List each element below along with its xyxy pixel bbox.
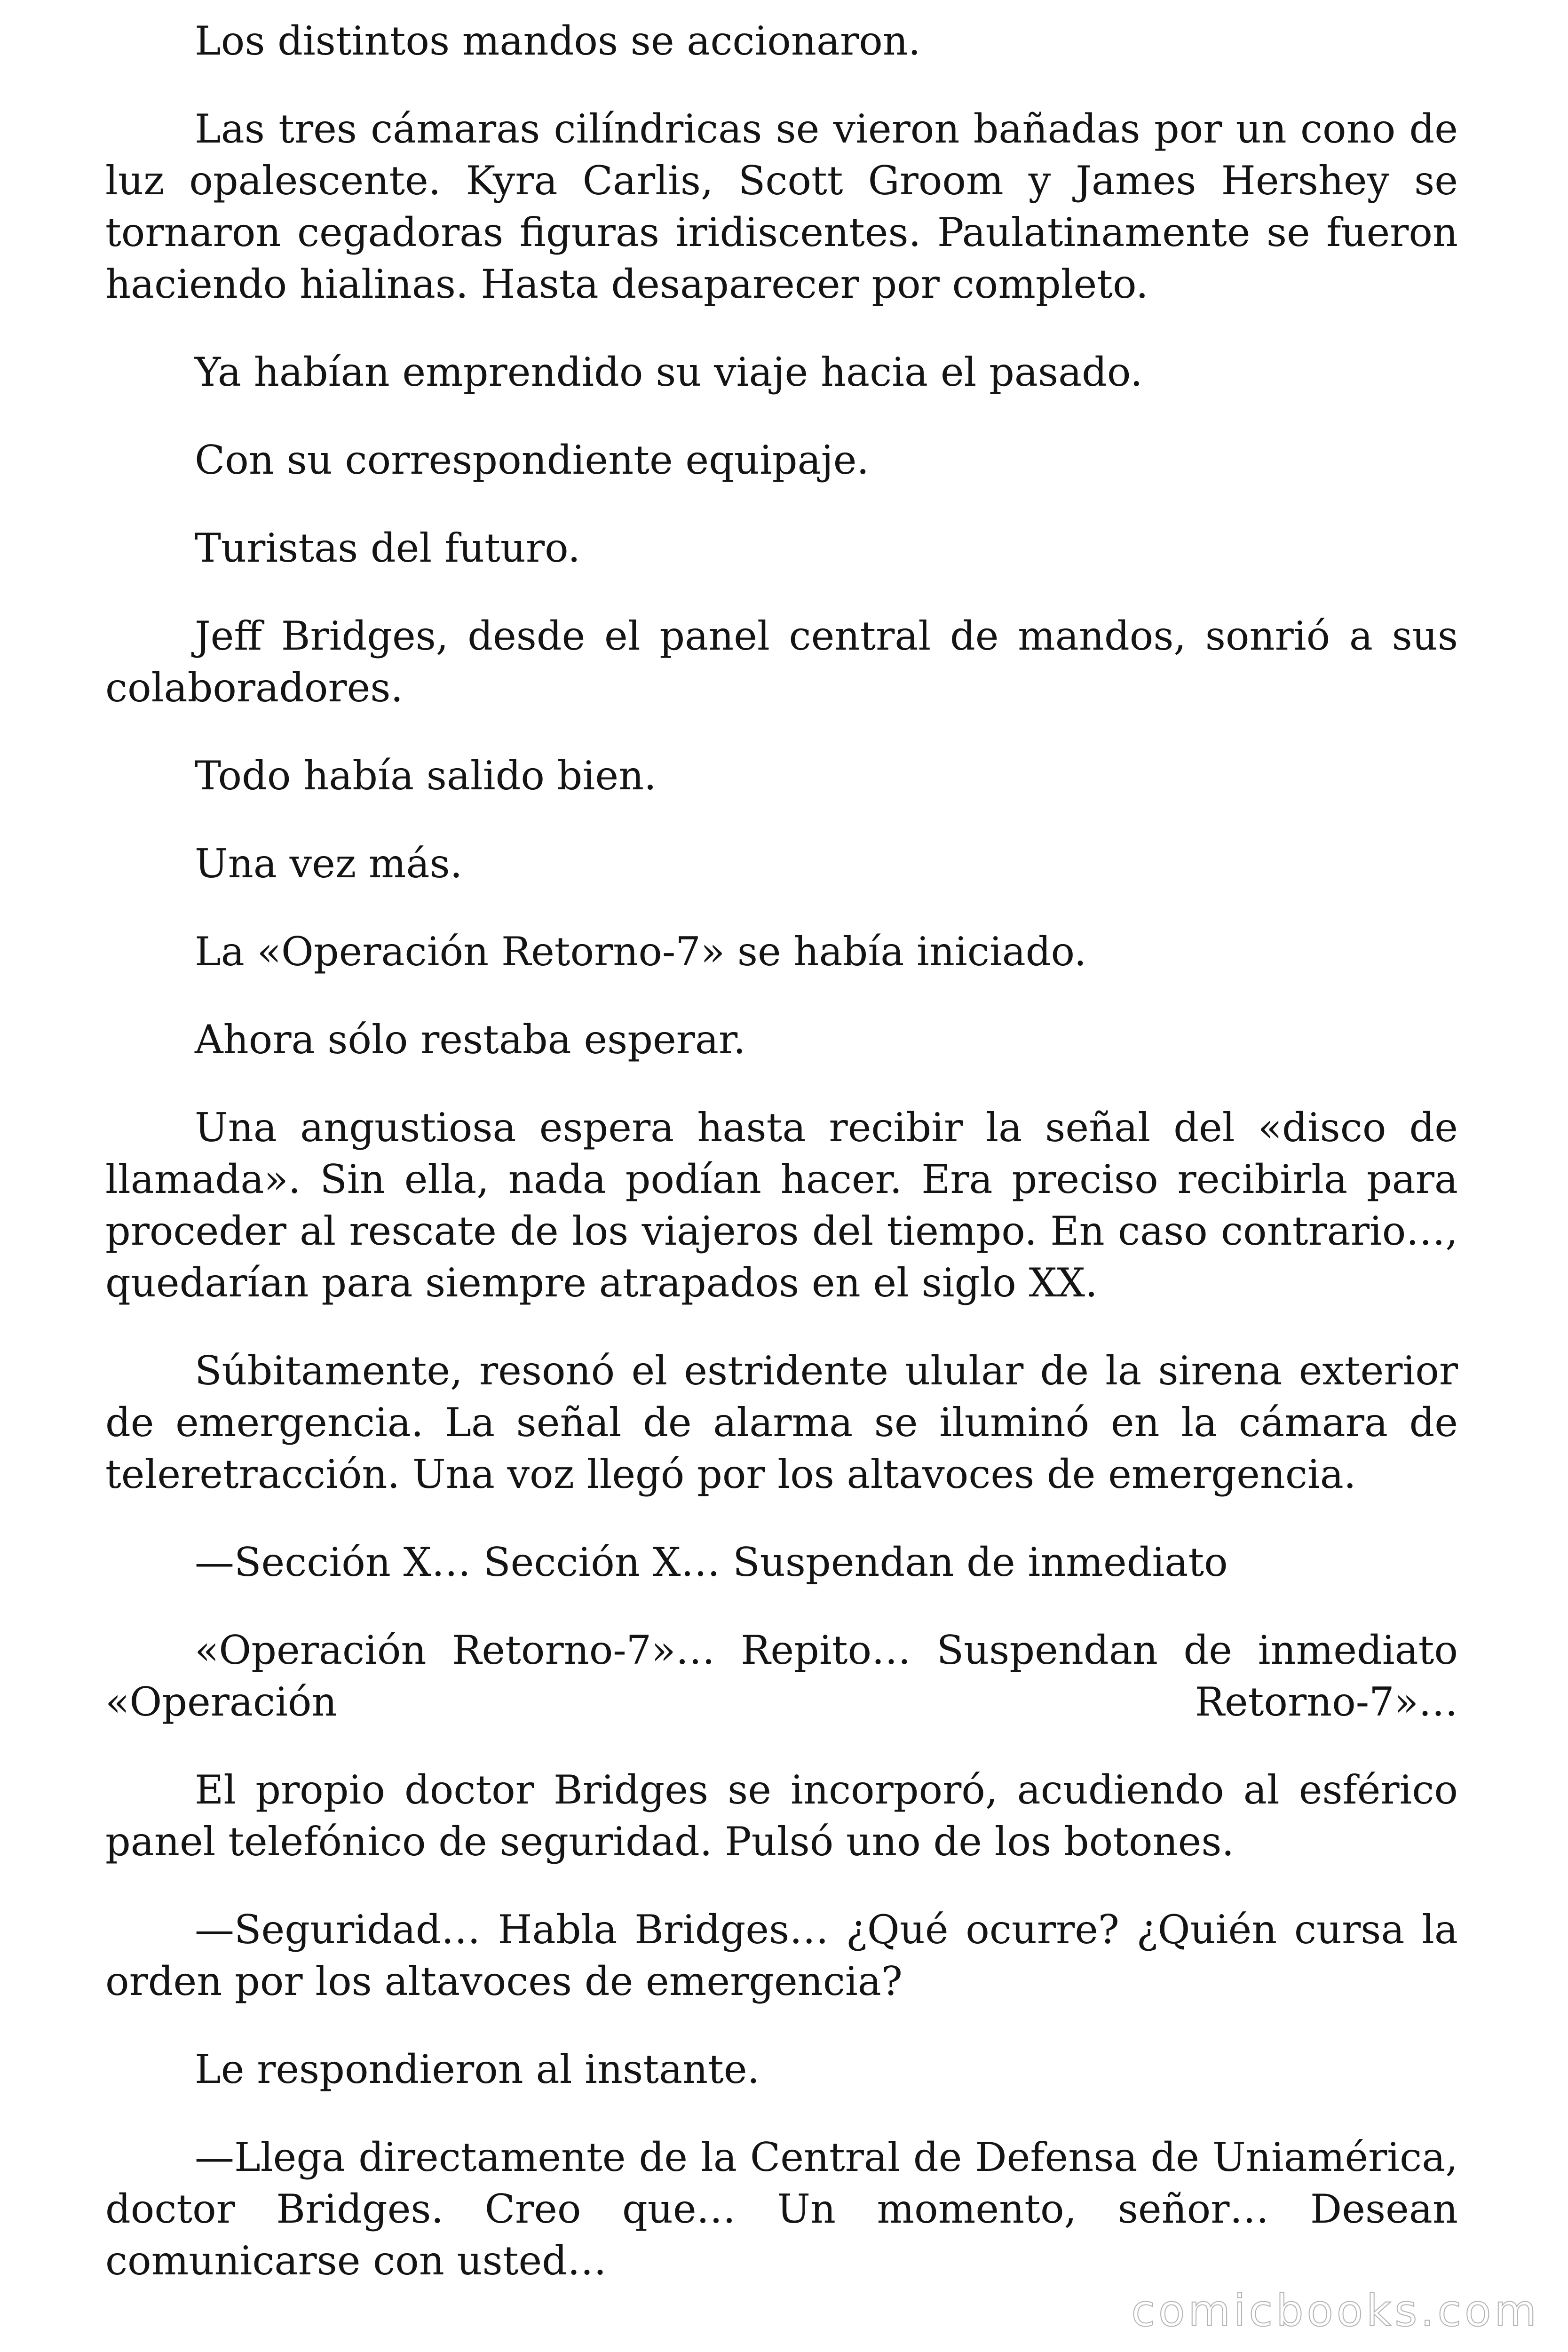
paragraph: —Sección X… Sección X… Suspendan de inmediato — [195, 1539, 1228, 1585]
paragraph: «Operación Retorno-7»… Repito… Suspendan de inmediato «Operación Retorno-7»… — [105, 1627, 1458, 1725]
paragraph: Súbitamente, resonó el estridente ulular de la sirena exterior de emergencia. La señal de alarma se iluminó en la cámara de teleretracción. Una voz llegó por los altavoces de emergencia. — [105, 1348, 1458, 1497]
paragraph: El propio doctor Bridges se incorporó, acudiendo al esférico panel telefónico de seguridad. Pulsó uno de los botones. — [105, 1767, 1458, 1865]
paragraph: —Llega directamente de la Central de Defensa de Uniamérica, doctor Bridges. Creo que… Un momento, señor… Desean comunicarse con usted… — [105, 2134, 1458, 2284]
paragraph: Ahora sólo restaba esperar. — [195, 1017, 746, 1063]
paragraph: Ya habían emprendido su viaje hacia el pasado. — [195, 349, 1143, 395]
paragraph: Una angustiosa espera hasta recibir la señal del «disco de llamada». Sin ella, nada podían hacer. Era preciso recibirla para proceder al rescate de los viajeros del tiempo. En caso contrario…, quedarían para siempre atrapados en el siglo XX. — [105, 1104, 1458, 1306]
book-page-text — [105, 15, 1458, 2323]
paragraph: Los distintos mandos se accionaron. — [195, 18, 921, 64]
paragraph: —Seguridad… Habla Bridges… ¿Qué ocurre? ¿Quién cursa la orden por los altavoces de emergencia? — [105, 1907, 1458, 2004]
paragraph: Con su correspondiente equipaje. — [195, 437, 870, 483]
paragraph: Las tres cámaras cilíndricas se vieron bañadas por un cono de luz opalescente. Kyra Carlis, Scott Groom y James Hershey se tornaron cegadoras figuras iridiscentes. Paulatinamente se fueron haciendo hialinas. Hasta desaparecer por completo. — [105, 106, 1458, 307]
paragraph: La «Operación Retorno-7» se había iniciado. — [195, 929, 1087, 975]
paragraph: Todo había salido bien. — [195, 753, 657, 799]
paragraph: Jeff Bridges, desde el panel central de mandos, sonrió a sus colaboradores. — [105, 613, 1458, 711]
watermark: comicbooks.com — [1131, 2286, 1540, 2336]
paragraph: Le respondieron al instante. — [195, 2046, 760, 2092]
paragraph: Turistas del futuro. — [195, 525, 580, 571]
paragraph: Una vez más. — [195, 841, 463, 887]
